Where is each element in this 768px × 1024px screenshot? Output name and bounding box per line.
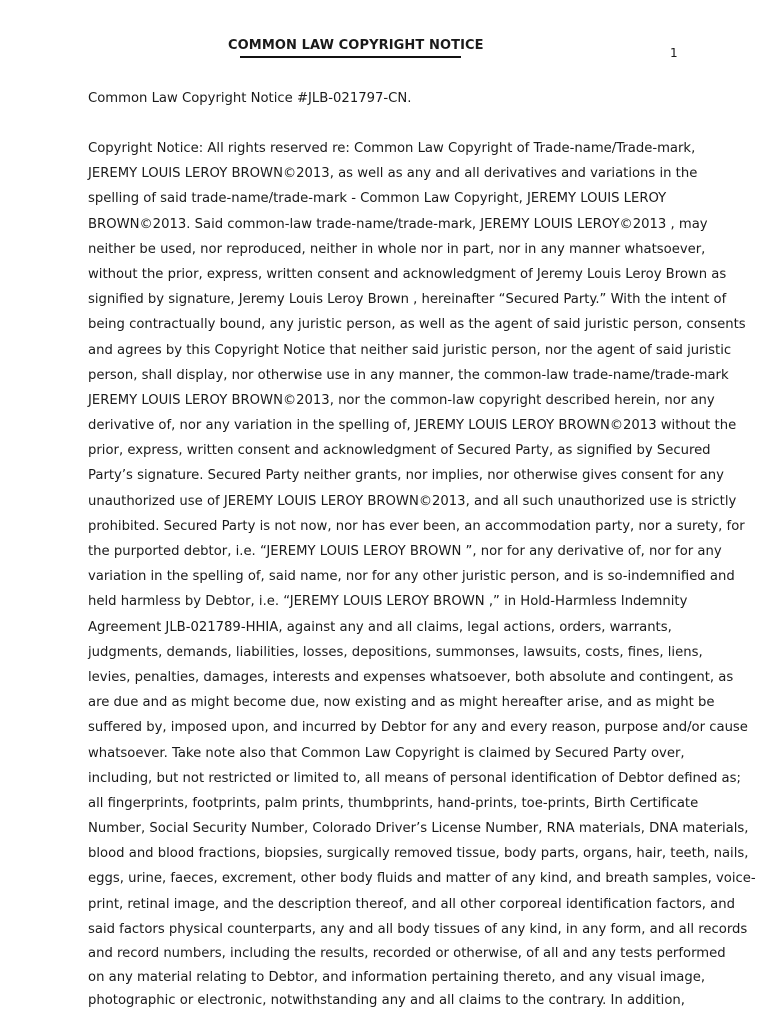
body-line: print, retinal image, and the description thereof, and all other corporeal identification factors, and <box>88 896 735 912</box>
body-line: without the prior, express, written consent and acknowledgment of Jeremy Louis Leroy Brown as <box>88 266 727 282</box>
page-number: 1 <box>670 46 678 60</box>
body-line: neither be used, nor reproduced, neither in whole nor in part, nor in any manner whatsoever, <box>88 241 706 257</box>
notice-id-line: Common Law Copyright Notice #JLB-021797-CN. <box>88 91 412 106</box>
body-line: Agreement JLB-021789-HHIA, against any and all claims, legal actions, orders, warrants, <box>88 619 672 635</box>
body-line: held harmless by Debtor, i.e. “JEREMY LOUIS LEROY BROWN ,” in Hold-Harmless Indemnity <box>88 594 688 610</box>
body-line: being contractually bound, any juristic person, as well as the agent of said juristic person, consents <box>88 317 746 333</box>
body-line: said factors physical counterparts, any and all body tissues of any kind, in any form, and all records <box>88 921 748 937</box>
body-line: JEREMY LOUIS LEROY BROWN©2013, nor the common-law copyright described herein, nor any <box>88 392 715 408</box>
body-line: and record numbers, including the results, recorded or otherwise, of all and any tests performed <box>88 946 726 961</box>
title-underline <box>240 56 461 58</box>
body-line: Party’s signature. Secured Party neither grants, nor implies, nor otherwise gives consent for any <box>88 468 724 484</box>
body-line: unauthorized use of JEREMY LOUIS LEROY BROWN©2013, and all such unauthorized use is strictly <box>88 493 737 509</box>
body-line: Copyright Notice: All rights reserved re: Common Law Copyright of Trade-name/Trade-mark, <box>88 141 696 156</box>
body-line: prohibited. Secured Party is not now, nor has ever been, an accommodation party, nor a surety, for <box>88 518 745 534</box>
body-line: person, shall display, nor otherwise use in any manner, the common-law trade-name/trade-mark <box>88 367 729 383</box>
body-line: JEREMY LOUIS LEROY BROWN©2013, as well as any and all derivatives and variations in the <box>88 166 698 182</box>
body-line: on any material relating to Debtor, and information pertaining thereto, and any visual image, <box>88 969 706 985</box>
body-line: suffered by, imposed upon, and incurred by Debtor for any and every reason, purpose and/or cause <box>88 720 748 736</box>
body-line: spelling of said trade-name/trade-mark - Common Law Copyright, JEREMY LOUIS LEROY <box>88 191 667 207</box>
document-title: COMMON LAW COPYRIGHT NOTICE <box>228 38 484 53</box>
body-line: BROWN©2013. Said common-law trade-name/trade-mark, JEREMY LOUIS LEROY©2013 , may <box>88 216 708 232</box>
body-line: whatsoever. Take note also that Common Law Copyright is claimed by Secured Party over, <box>88 745 685 761</box>
body-line: are due and as might become due, now existing and as might hereafter arise, and as might be <box>88 695 715 711</box>
notice-body <box>88 136 758 1013</box>
body-line: derivative of, nor any variation in the spelling of, JEREMY LOUIS LEROY BROWN©2013 without the <box>88 418 737 434</box>
body-line: variation in the spelling of, said name, nor for any other juristic person, and is so-indemnified and <box>88 569 735 585</box>
body-line: all fingerprints, footprints, palm prints, thumbprints, hand-prints, toe-prints, Birth Certificate <box>88 795 699 811</box>
body-line: prior, express, written consent and acknowledgment of Secured Party, as signified by Secured <box>88 443 711 459</box>
body-line: photographic or electronic, notwithstanding any and all claims to the contrary. In addition, <box>88 993 685 1008</box>
body-line: blood and blood fractions, biopsies, surgically removed tissue, body parts, organs, hair, teeth, nails, <box>88 846 749 862</box>
body-line: including, but not restricted or limited to, all means of personal identification of Debtor defined as; <box>88 770 741 786</box>
body-line: Number, Social Security Number, Colorado Driver’s License Number, RNA materials, DNA materials, <box>88 821 749 837</box>
body-line: and agrees by this Copyright Notice that neither said juristic person, nor the agent of said juristic <box>88 342 732 358</box>
body-line: judgments, demands, liabilities, losses, depositions, summonses, lawsuits, costs, fines, liens, <box>88 644 703 660</box>
body-line: signified by signature, Jeremy Louis Leroy Brown , hereinafter “Secured Party.” With the intent of <box>88 292 727 308</box>
body-line: the purported debtor, i.e. “JEREMY LOUIS LEROY BROWN ”, nor for any derivative of, nor for any <box>88 544 722 559</box>
body-line: eggs, urine, faeces, excrement, other body fluids and matter of any kind, and breath samples, voice- <box>88 871 756 887</box>
body-line: levies, penalties, damages, interests and expenses whatsoever, both absolute and contingent, as <box>88 669 734 685</box>
